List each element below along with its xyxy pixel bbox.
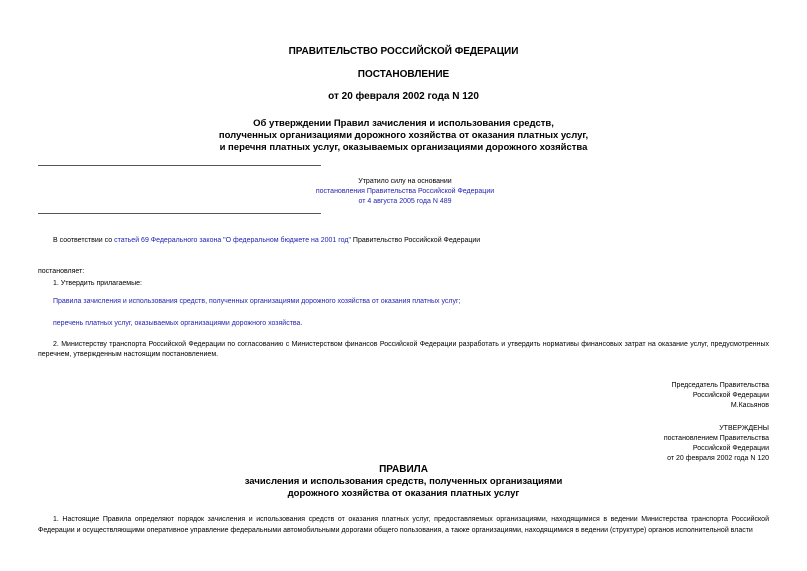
signature-name: М.Касьянов bbox=[730, 402, 769, 409]
approval-line: Российской Федерации bbox=[692, 445, 769, 452]
document-date-number: от 20 февраля 2002 года N 120 bbox=[328, 91, 479, 102]
document-title bbox=[0, 118, 807, 154]
document-type: ПОСТАНОВЛЕНИЕ bbox=[357, 69, 450, 80]
rules-paragraph-1: 1. Настоящие Правила определяют порядок зачисления и использования средств от оказания платных услуг, предоставляемых организациями, находящимися в ведении Министерства транспорта Российской Федерации и осуществляющими оперативное управление федеральными автомобильными дорогами общего пользования, а также организациями, находящимися в ведении (структуре) органов исполнительной власти bbox=[38, 516, 769, 534]
item-2: 2. Министерству транспорта Российской Федерации по согласованию с Министерством финансов Российской Федерации разработать и утвердить нормативы финансовых затрат на оказание услуг, предусмотренных перечнем, утвержденным настоящим постановлением. bbox=[38, 341, 769, 358]
title-line: полученных организациями дорожного хозяйства от оказания платных услуг, bbox=[218, 130, 589, 141]
signature-country: Российской Федерации bbox=[692, 392, 769, 399]
repeal-date-link[interactable]: от 4 августа 2005 года N 489 bbox=[358, 198, 452, 205]
approval-line: постановлением Правительства bbox=[663, 435, 769, 442]
government-heading: ПРАВИТЕЛЬСТВО РОССИЙСКОЙ ФЕДЕРАЦИИ bbox=[288, 46, 519, 57]
title-line: Об утверждении Правил зачисления и использования средств, bbox=[253, 118, 554, 129]
divider-bottom bbox=[38, 213, 321, 214]
intro-prefix: В соответствии со bbox=[53, 237, 115, 244]
rules-link[interactable]: Правила зачисления и использования средств, полученных организациями дорожного хозяйства от оказания платных услуг; bbox=[53, 298, 461, 305]
rules-subtitle bbox=[0, 476, 807, 500]
title-line: и перечня платных услуг, оказываемых организациями дорожного хозяйства bbox=[219, 142, 588, 153]
approval-stamp bbox=[560, 424, 769, 464]
status-note-text: Утратило силу на основании bbox=[358, 178, 452, 185]
approval-title: УТВЕРЖДЕНЫ bbox=[719, 425, 769, 432]
status-note bbox=[260, 177, 550, 207]
intro-suffix: Правительство Российской Федерации bbox=[350, 237, 481, 244]
decree-word: постановляет: bbox=[38, 268, 85, 275]
rules-subtitle-line: зачисления и использования средств, полученных организациями bbox=[244, 476, 563, 487]
signature-block bbox=[560, 381, 769, 411]
services-list-link[interactable]: перечень платных услуг, оказываемых организациями дорожного хозяйства. bbox=[53, 320, 303, 327]
rules-subtitle-line: дорожного хозяйства от оказания платных услуг bbox=[287, 488, 520, 499]
repeal-decree-link[interactable]: постановления Правительства Российской Федерации bbox=[315, 188, 495, 195]
item-1: 1. Утвердить прилагаемые: bbox=[53, 280, 142, 287]
intro-paragraph bbox=[53, 236, 773, 246]
rules-title: ПРАВИЛА bbox=[379, 464, 428, 475]
federal-law-link[interactable]: статьей 69 Федерального закона "О федеральном бюджете на 2001 год" bbox=[114, 237, 351, 244]
divider-top bbox=[38, 165, 321, 166]
signature-position: Председатель Правительства bbox=[671, 382, 769, 389]
approval-date: от 20 февраля 2002 года N 120 bbox=[667, 455, 769, 462]
